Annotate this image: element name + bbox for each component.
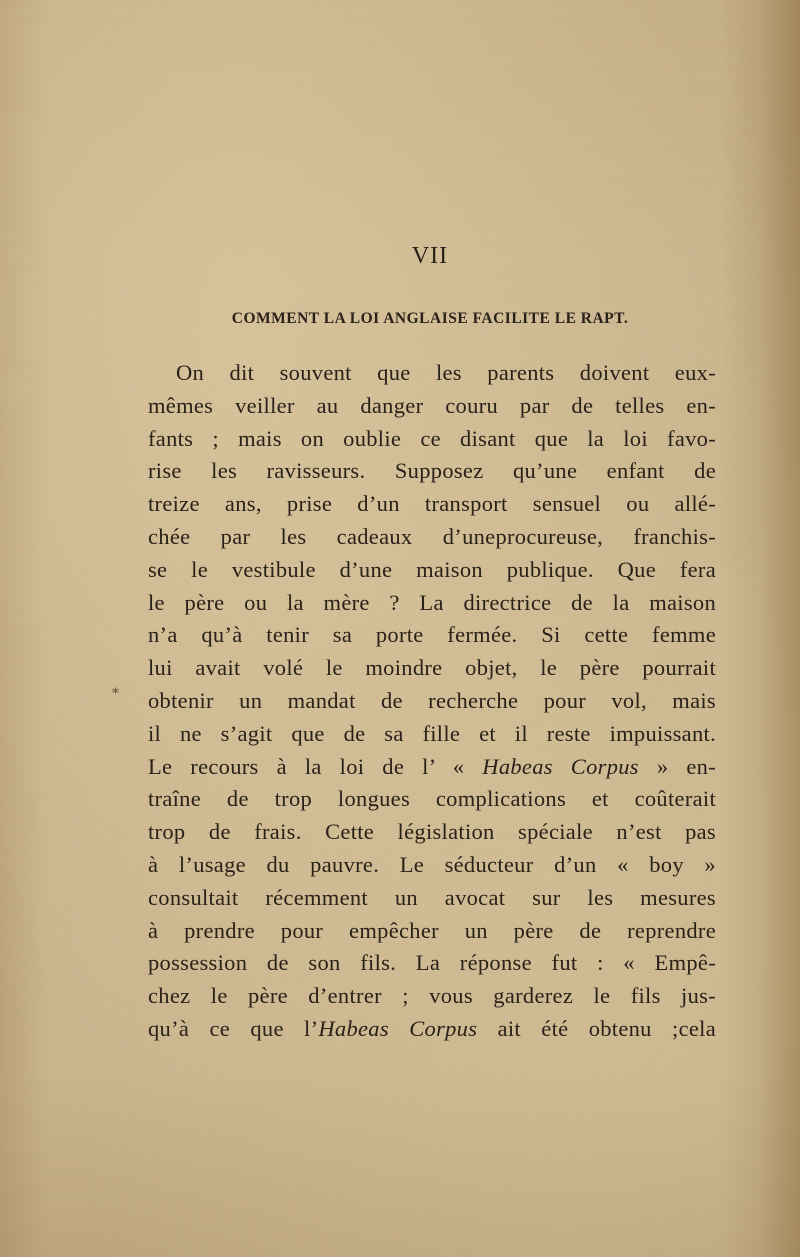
text-line: il ne s’agit que de sa fille et il reste impuissant. xyxy=(148,720,716,746)
margin-mark: * xyxy=(112,686,119,702)
page-edge-shadow xyxy=(760,0,800,1257)
text-line xyxy=(148,1013,716,1046)
italic-term: Habeas Corpus xyxy=(482,753,639,779)
text-line: On dit souvent que les parents doivent eux- xyxy=(176,360,716,385)
text-line: chez le père d’entrer ; vous garderez le fils jus- xyxy=(148,983,716,1009)
text-line: rise les ravisseurs. Supposez qu’une enfant de xyxy=(148,458,716,484)
text-line: trop de frais. Cette législation spéciale n’est pas xyxy=(148,819,716,845)
text-fragment: » en- xyxy=(638,753,716,779)
text-line: lui avait volé le moindre objet, le père pourrait xyxy=(148,655,716,681)
text-line: se le vestibule d’une maison publique. Que fera xyxy=(148,556,716,582)
text-line: obtenir un mandat de recherche pour vol, mais xyxy=(148,687,716,713)
text-line xyxy=(148,751,716,784)
body-paragraph xyxy=(148,357,716,1046)
text-line: à l’usage du pauvre. Le séducteur d’un « boy » xyxy=(148,851,716,877)
text-line: consultait récemment un avocat sur les mesures xyxy=(148,884,716,910)
text-fragment: ait été obtenu ;cela xyxy=(477,1015,716,1041)
italic-term: Habeas Corpus xyxy=(318,1015,478,1041)
text-line: à prendre pour empêcher un père de reprendre xyxy=(148,917,716,943)
text-line: traîne de trop longues complications et coûterait xyxy=(148,786,716,812)
text-line: chée par les cadeaux d’uneprocureuse, franchis- xyxy=(148,523,716,549)
text-fragment: qu’à ce que l’ xyxy=(148,1015,319,1041)
text-line: le père ou la mère ? La directrice de la maison xyxy=(148,589,716,615)
text-line: n’a qu’à tenir sa porte fermée. Si cette femme xyxy=(148,622,716,648)
text-fragment: Le recours à la loi de l’ « xyxy=(148,753,483,779)
text-line: mêmes veiller au danger couru par de telles en- xyxy=(148,392,716,418)
chapter-title: COMMENT LA LOI ANGLAISE FACILITE LE RAPT. xyxy=(231,310,629,327)
chapter-number: VII xyxy=(411,243,449,269)
text-line: possession de son fils. La réponse fut : « Empê- xyxy=(148,950,716,976)
text-line: treize ans, prise d’un transport sensuel ou allé- xyxy=(148,491,716,517)
text-line: fants ; mais on oublie ce disant que la loi favo- xyxy=(148,425,716,451)
